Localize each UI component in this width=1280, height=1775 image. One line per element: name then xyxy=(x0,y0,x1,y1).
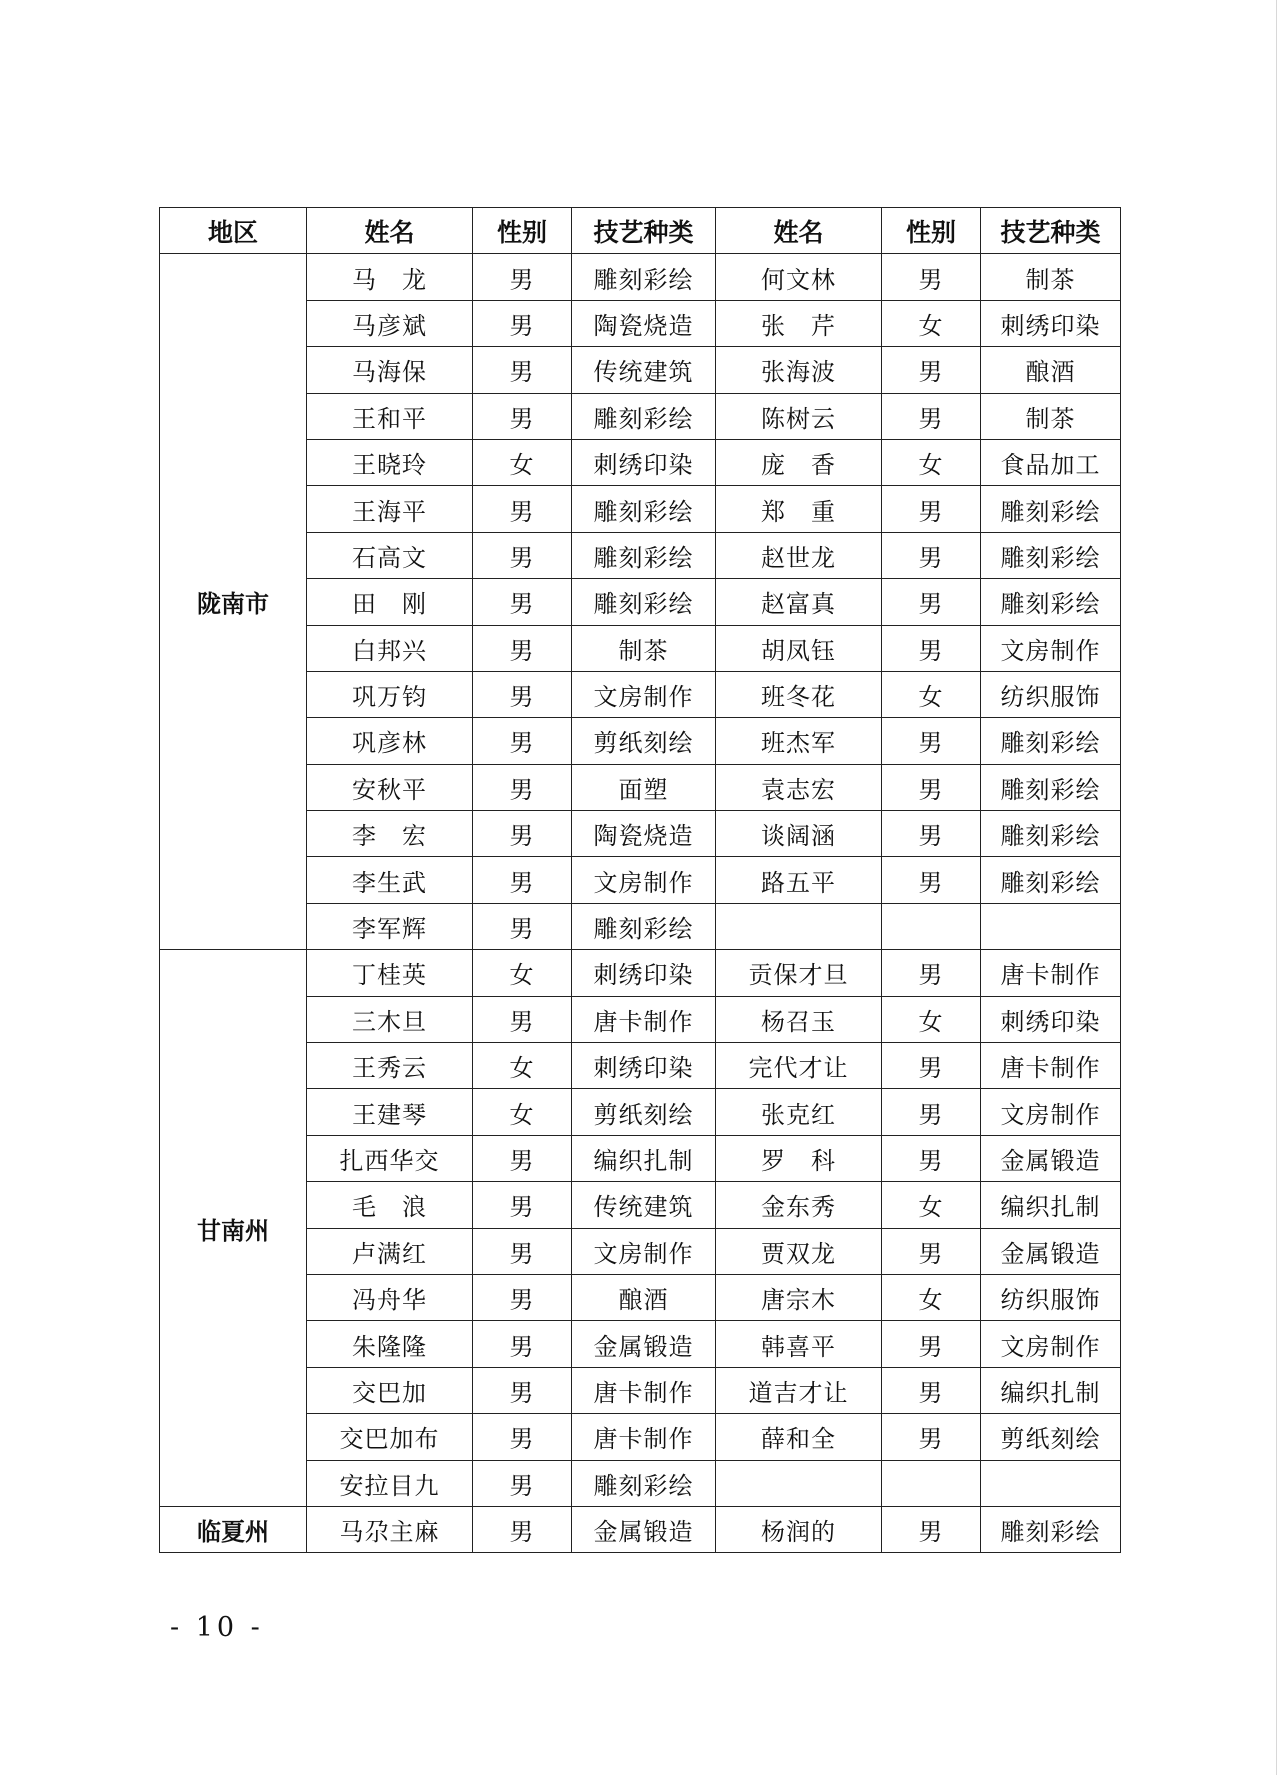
cell-craft-2: 雕刻彩绘 xyxy=(981,718,1121,764)
cell-craft-2: 雕刻彩绘 xyxy=(981,532,1121,578)
cell-craft: 编织扎制 xyxy=(572,1135,716,1181)
cell-name-2: 班冬花 xyxy=(716,671,882,717)
cell-name-2: 金东秀 xyxy=(716,1182,882,1228)
cell-name: 毛 浪 xyxy=(307,1182,473,1228)
cell-craft-2: 雕刻彩绘 xyxy=(981,1506,1121,1552)
cell-craft-2: 金属锻造 xyxy=(981,1228,1121,1274)
cell-name-2: 贾双龙 xyxy=(716,1228,882,1274)
cell-name: 丁桂英 xyxy=(307,950,473,996)
cell-gender: 男 xyxy=(473,857,572,903)
table-header-row xyxy=(160,208,1121,254)
cell-craft: 刺绣印染 xyxy=(572,950,716,996)
cell-craft-2: 酿酒 xyxy=(981,347,1121,393)
cell-craft: 雕刻彩绘 xyxy=(572,579,716,625)
cell-craft-2: 雕刻彩绘 xyxy=(981,857,1121,903)
cell-name-2: 张克红 xyxy=(716,1089,882,1135)
cell-name-2: 张海波 xyxy=(716,347,882,393)
cell-craft-2: 刺绣印染 xyxy=(981,996,1121,1042)
cell-gender: 男 xyxy=(473,1321,572,1367)
cell-gender: 男 xyxy=(473,1274,572,1320)
cell-name-2 xyxy=(716,903,882,949)
cell-gender-2: 男 xyxy=(882,1414,981,1460)
inheritor-table xyxy=(159,207,1121,1553)
cell-gender: 女 xyxy=(473,1089,572,1135)
cell-name: 田 刚 xyxy=(307,579,473,625)
cell-craft: 刺绣印染 xyxy=(572,439,716,485)
cell-craft-2: 文房制作 xyxy=(981,625,1121,671)
cell-name-2: 完代才让 xyxy=(716,1043,882,1089)
cell-craft: 陶瓷烧造 xyxy=(572,300,716,346)
cell-gender-2: 男 xyxy=(882,532,981,578)
cell-name-2: 赵世龙 xyxy=(716,532,882,578)
cell-craft: 雕刻彩绘 xyxy=(572,532,716,578)
cell-craft-2: 雕刻彩绘 xyxy=(981,579,1121,625)
cell-gender: 女 xyxy=(473,950,572,996)
cell-gender: 男 xyxy=(473,1460,572,1506)
cell-craft: 刺绣印染 xyxy=(572,1043,716,1089)
cell-name-2: 韩喜平 xyxy=(716,1321,882,1367)
cell-craft: 酿酒 xyxy=(572,1274,716,1320)
cell-gender: 男 xyxy=(473,903,572,949)
cell-name: 马尕主麻 xyxy=(307,1506,473,1552)
cell-gender-2: 男 xyxy=(882,625,981,671)
cell-name: 马海保 xyxy=(307,347,473,393)
cell-gender: 男 xyxy=(473,1228,572,1274)
cell-craft: 传统建筑 xyxy=(572,347,716,393)
cell-gender: 男 xyxy=(473,347,572,393)
cell-craft: 面塑 xyxy=(572,764,716,810)
cell-name-2: 郑 重 xyxy=(716,486,882,532)
cell-name: 交巴加 xyxy=(307,1367,473,1413)
cell-gender: 男 xyxy=(473,486,572,532)
cell-craft: 剪纸刻绘 xyxy=(572,718,716,764)
table-row xyxy=(160,1506,1121,1552)
header-name: 姓名 xyxy=(307,208,473,254)
cell-gender-2: 女 xyxy=(882,1274,981,1320)
cell-gender-2: 女 xyxy=(882,996,981,1042)
cell-craft-2: 剪纸刻绘 xyxy=(981,1414,1121,1460)
cell-craft-2: 金属锻造 xyxy=(981,1135,1121,1181)
cell-name-2 xyxy=(716,1460,882,1506)
cell-name-2: 何文林 xyxy=(716,254,882,300)
header-gender-2: 性别 xyxy=(882,208,981,254)
cell-gender-2: 男 xyxy=(882,486,981,532)
table-row xyxy=(160,254,1121,300)
cell-name-2: 贡保才旦 xyxy=(716,950,882,996)
region-cell: 临夏州 xyxy=(160,1506,307,1552)
cell-gender: 男 xyxy=(473,1182,572,1228)
header-craft: 技艺种类 xyxy=(572,208,716,254)
cell-gender: 男 xyxy=(473,1506,572,1552)
cell-name-2: 唐宗木 xyxy=(716,1274,882,1320)
cell-gender: 男 xyxy=(473,300,572,346)
cell-gender: 男 xyxy=(473,718,572,764)
cell-gender-2: 男 xyxy=(882,950,981,996)
cell-gender-2: 男 xyxy=(882,1506,981,1552)
cell-craft-2: 刺绣印染 xyxy=(981,300,1121,346)
cell-gender: 男 xyxy=(473,625,572,671)
page-edge-line xyxy=(1276,0,1277,1775)
cell-name-2: 袁志宏 xyxy=(716,764,882,810)
cell-gender-2: 男 xyxy=(882,254,981,300)
cell-craft-2: 纺织服饰 xyxy=(981,671,1121,717)
cell-name-2: 路五平 xyxy=(716,857,882,903)
cell-name: 卢满红 xyxy=(307,1228,473,1274)
cell-craft-2: 文房制作 xyxy=(981,1321,1121,1367)
cell-craft-2 xyxy=(981,1460,1121,1506)
cell-craft: 唐卡制作 xyxy=(572,1367,716,1413)
cell-name: 安秋平 xyxy=(307,764,473,810)
cell-name: 三木旦 xyxy=(307,996,473,1042)
cell-craft-2: 制茶 xyxy=(981,393,1121,439)
cell-name: 白邦兴 xyxy=(307,625,473,671)
header-craft-2: 技艺种类 xyxy=(981,208,1121,254)
cell-craft: 雕刻彩绘 xyxy=(572,1460,716,1506)
cell-gender: 男 xyxy=(473,764,572,810)
cell-craft-2: 雕刻彩绘 xyxy=(981,486,1121,532)
cell-name: 石高文 xyxy=(307,532,473,578)
cell-craft: 文房制作 xyxy=(572,857,716,903)
cell-craft: 雕刻彩绘 xyxy=(572,486,716,532)
cell-craft-2: 食品加工 xyxy=(981,439,1121,485)
header-name-2: 姓名 xyxy=(716,208,882,254)
cell-name: 朱隆隆 xyxy=(307,1321,473,1367)
cell-gender-2: 女 xyxy=(882,300,981,346)
cell-name-2: 薛和全 xyxy=(716,1414,882,1460)
cell-name: 交巴加布 xyxy=(307,1414,473,1460)
cell-gender: 男 xyxy=(473,532,572,578)
cell-name: 安拉目九 xyxy=(307,1460,473,1506)
cell-name-2: 谈阔涵 xyxy=(716,811,882,857)
cell-name-2: 陈树云 xyxy=(716,393,882,439)
cell-craft: 传统建筑 xyxy=(572,1182,716,1228)
cell-name-2: 庞 香 xyxy=(716,439,882,485)
cell-name: 李生武 xyxy=(307,857,473,903)
cell-craft-2: 雕刻彩绘 xyxy=(981,811,1121,857)
cell-gender-2: 男 xyxy=(882,857,981,903)
cell-gender: 男 xyxy=(473,671,572,717)
cell-name: 扎西华交 xyxy=(307,1135,473,1181)
cell-name-2: 张 芹 xyxy=(716,300,882,346)
table-body xyxy=(160,254,1121,1553)
cell-gender: 男 xyxy=(473,393,572,439)
cell-name-2: 胡凤钰 xyxy=(716,625,882,671)
cell-gender-2: 男 xyxy=(882,1321,981,1367)
cell-gender-2: 女 xyxy=(882,1182,981,1228)
cell-gender-2: 男 xyxy=(882,1089,981,1135)
cell-name: 巩万钧 xyxy=(307,671,473,717)
cell-gender-2 xyxy=(882,903,981,949)
cell-craft-2: 唐卡制作 xyxy=(981,1043,1121,1089)
cell-gender-2: 女 xyxy=(882,671,981,717)
cell-gender-2: 男 xyxy=(882,1228,981,1274)
region-cell: 甘南州 xyxy=(160,950,307,1507)
cell-name: 王秀云 xyxy=(307,1043,473,1089)
cell-craft: 文房制作 xyxy=(572,1228,716,1274)
cell-name: 冯舟华 xyxy=(307,1274,473,1320)
cell-gender-2: 男 xyxy=(882,1135,981,1181)
cell-craft-2: 编织扎制 xyxy=(981,1182,1121,1228)
cell-name: 王和平 xyxy=(307,393,473,439)
cell-craft: 文房制作 xyxy=(572,671,716,717)
cell-name-2: 杨润的 xyxy=(716,1506,882,1552)
cell-gender: 女 xyxy=(473,439,572,485)
cell-name: 巩彦林 xyxy=(307,718,473,764)
cell-craft: 唐卡制作 xyxy=(572,1414,716,1460)
cell-craft: 唐卡制作 xyxy=(572,996,716,1042)
cell-name-2: 赵富真 xyxy=(716,579,882,625)
table-row xyxy=(160,950,1121,996)
cell-craft-2 xyxy=(981,903,1121,949)
cell-craft: 雕刻彩绘 xyxy=(572,393,716,439)
cell-gender-2: 男 xyxy=(882,764,981,810)
cell-name: 王晓玲 xyxy=(307,439,473,485)
cell-gender-2: 男 xyxy=(882,811,981,857)
cell-name: 李 宏 xyxy=(307,811,473,857)
cell-craft: 雕刻彩绘 xyxy=(572,903,716,949)
cell-craft: 金属锻造 xyxy=(572,1321,716,1367)
cell-name-2: 班杰军 xyxy=(716,718,882,764)
cell-name-2: 罗 科 xyxy=(716,1135,882,1181)
cell-craft-2: 文房制作 xyxy=(981,1089,1121,1135)
cell-craft: 陶瓷烧造 xyxy=(572,811,716,857)
cell-gender-2: 男 xyxy=(882,579,981,625)
cell-gender: 男 xyxy=(473,1135,572,1181)
cell-gender: 男 xyxy=(473,254,572,300)
cell-gender: 男 xyxy=(473,811,572,857)
cell-gender: 男 xyxy=(473,1367,572,1413)
cell-craft: 雕刻彩绘 xyxy=(572,254,716,300)
cell-gender-2 xyxy=(882,1460,981,1506)
cell-name: 李军辉 xyxy=(307,903,473,949)
cell-name: 马 龙 xyxy=(307,254,473,300)
cell-craft: 制茶 xyxy=(572,625,716,671)
region-cell: 陇南市 xyxy=(160,254,307,950)
cell-craft-2: 制茶 xyxy=(981,254,1121,300)
cell-gender-2: 男 xyxy=(882,718,981,764)
cell-name-2: 杨召玉 xyxy=(716,996,882,1042)
cell-craft-2: 编织扎制 xyxy=(981,1367,1121,1413)
cell-gender-2: 男 xyxy=(882,347,981,393)
cell-name: 马彦斌 xyxy=(307,300,473,346)
cell-gender-2: 男 xyxy=(882,1367,981,1413)
cell-gender: 女 xyxy=(473,1043,572,1089)
cell-gender-2: 男 xyxy=(882,393,981,439)
cell-gender: 男 xyxy=(473,1414,572,1460)
cell-gender: 男 xyxy=(473,579,572,625)
header-region: 地区 xyxy=(160,208,307,254)
cell-name: 王建琴 xyxy=(307,1089,473,1135)
cell-craft: 剪纸刻绘 xyxy=(572,1089,716,1135)
cell-gender-2: 女 xyxy=(882,439,981,485)
header-gender: 性别 xyxy=(473,208,572,254)
cell-craft-2: 纺织服饰 xyxy=(981,1274,1121,1320)
page-number: - 10 - xyxy=(170,1612,264,1643)
cell-gender: 男 xyxy=(473,996,572,1042)
cell-name-2: 道吉才让 xyxy=(716,1367,882,1413)
cell-craft-2: 雕刻彩绘 xyxy=(981,764,1121,810)
cell-craft-2: 唐卡制作 xyxy=(981,950,1121,996)
cell-name: 王海平 xyxy=(307,486,473,532)
cell-craft: 金属锻造 xyxy=(572,1506,716,1552)
cell-gender-2: 男 xyxy=(882,1043,981,1089)
